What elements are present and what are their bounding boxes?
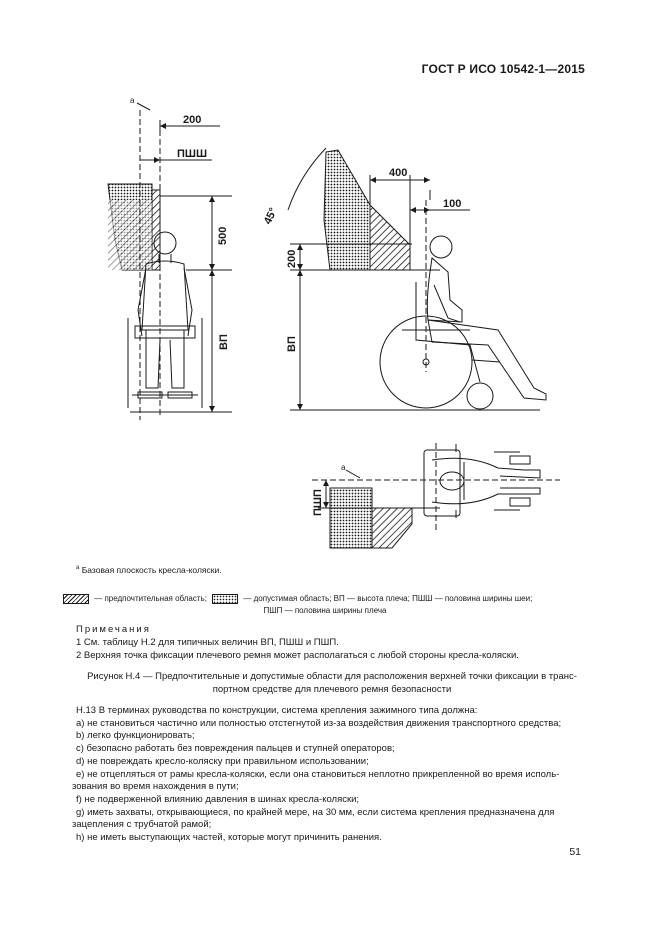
side-label-vp: ВП [286,336,298,352]
body-item-h: h) не иметь выступающих частей, которые могут причинить ранения. [76,832,382,844]
side-allowed-zone [324,150,370,270]
body-text [72,705,591,845]
body-item-g-cont: зацепления с трубчатой рамой; [72,819,212,831]
note-1: 1 См. таблицу Н.2 для типичных величин ВП, ПШШ и ПШП. [76,637,339,648]
footnote-marker: a [76,565,80,572]
top-view [312,443,560,548]
caption-line-1: Рисунок Н.4 — Предпочтительные и допустимые области для расположения верхней точки фиксации в транс- [87,671,577,682]
figure-caption [62,670,602,696]
top-allowed-zone [330,488,372,548]
page-number: 51 [569,846,581,858]
figure-legend [60,593,590,617]
body-item-f: f) не подверженной влиянию давления в шинах кресла-коляски; [76,793,360,805]
side-caster-wheel [467,383,493,409]
top-preferred-zone [372,508,412,548]
caption-line-2: портном средстве для плечевого ремня безопасности [212,684,452,695]
side-dim-100: 100 [443,198,462,210]
front-dim-200: 200 [183,114,202,126]
front-label-vp: ВП [218,334,230,350]
front-label-pshsh: ПШШ [177,148,208,160]
top-label-pshp: ПШП [312,489,324,516]
side-preferred-zone [370,205,410,270]
body-item-e: e) не отцепляться от рамы кресла-коляски, если она становиться неплотно прикрепленной во время исполь- [76,768,560,780]
top-marker-a: a [341,463,346,472]
legend-pshp-text: ПШП — половина ширины плеча [263,606,387,615]
note-2: 2 Верхняя точка фиксации плечевого ремня может располагаться с любой стороны кресла-коляски. [76,650,519,661]
page-header: ГОСТ Р ИСО 10542-1—2015 [421,62,585,76]
front-marker-a: a [130,96,135,105]
legend-allowed-text: — допустимая область; ВП — высота плеча; ПШШ — половина ширины шеи; [241,594,533,603]
figure-footnote [76,565,222,575]
body-item-e-cont: зования во время нахождения в пути; [72,781,239,793]
body-item-c: c) безопасно работать без повреждения пальцев и ступней операторов; [76,743,395,755]
legend-hatch-swatch [63,594,89,604]
side-head [430,236,452,258]
side-view [288,148,546,410]
legend-preferred-text: — предпочтительная область; [92,594,207,603]
body-item-d: d) не повреждать кресло-коляску при правильном использовании; [76,755,369,767]
body-item-g: g) иметь захваты, открывающиеся, по крайней мере, на 30 мм, если система крепления предназначена для [76,806,555,818]
legend-dots-swatch [212,594,238,604]
notes-title: Примечания [76,624,151,635]
side-dim-400: 400 [389,167,408,179]
front-dim-500: 500 [217,226,229,245]
footnote-text: Базовая плоскость кресла-коляски. [79,565,222,575]
body-item-a: а) не становиться частично или полностью отстегнутой из-за воздействия движения транспортного средства; [76,717,562,729]
body-intro: Н.13 В терминах руководства по конструкции, система крепления зажимного типа должна: [76,705,478,716]
side-dim-200: 200 [286,249,298,268]
body-item-b: b) легко функционировать; [76,730,195,742]
side-angle: 45° [261,206,280,227]
front-view [108,103,232,420]
